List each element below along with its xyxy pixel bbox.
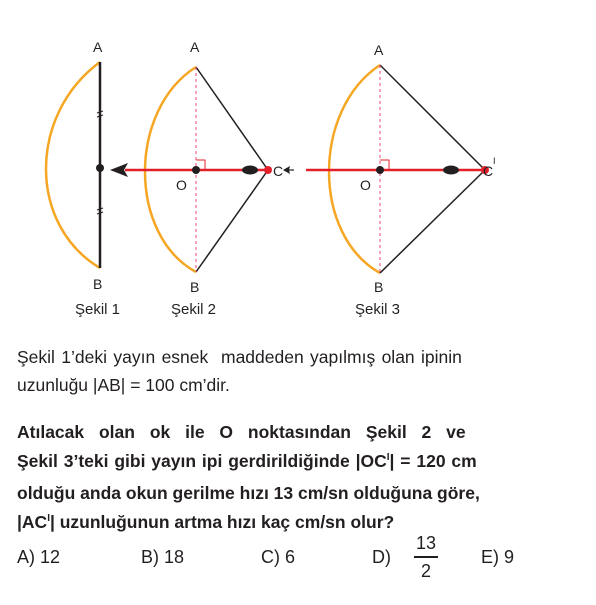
stem-line2: Şekil 3’teki gibi yayın ipi gerdirildiğinde $|OC^I| = 120$ cm <box>17 450 477 471</box>
shape3-fletching <box>443 166 459 175</box>
question-stem <box>17 418 552 540</box>
shape3-string-bottom <box>380 170 485 273</box>
shape1-label-a: A <box>93 39 103 55</box>
shape2-label-a: A <box>190 39 200 55</box>
shape2-label-c: C <box>273 163 284 179</box>
shape3-label-b: B <box>374 279 384 295</box>
choice-b[interactable]: B) 18 <box>141 547 185 567</box>
shape3-string-top <box>380 65 485 170</box>
stem-line1: Atılacak olan ok ile O noktasından Şekil 2 ve <box>17 422 466 442</box>
shape2-label-o: O <box>176 177 187 193</box>
question-intro <box>17 343 552 399</box>
shape3-label-a: A <box>374 42 384 58</box>
choice-e[interactable]: E) 9 <box>481 547 515 567</box>
shape2-fletching <box>242 166 258 175</box>
shape3-caption: Şekil 3 <box>355 301 401 318</box>
shape2-string-bottom <box>196 170 268 272</box>
answer-choices <box>17 530 577 590</box>
shape1-bow <box>46 62 100 268</box>
shape1-figure <box>46 39 120 318</box>
fraction-bar <box>414 556 438 558</box>
shape3-label-o: O <box>360 177 371 193</box>
shape2-label-b: B <box>190 279 200 295</box>
stem-line3: olduğu anda okun gerilme hızı 13 cm/sn olduğuna göre, <box>17 483 480 503</box>
fraction-numerator: 13 <box>415 533 437 553</box>
shape2-figure <box>110 39 294 318</box>
shape3-label-c-prime: I <box>493 156 496 166</box>
choice-c[interactable]: C) 6 <box>261 547 296 567</box>
fraction-denominator: 2 <box>420 560 431 581</box>
shape2-string-top <box>196 67 268 170</box>
shape1-label-b: B <box>93 276 103 292</box>
stem-line4: $|AC^I|$ uzunluğunun artma hızı kaç cm/sn olur? <box>17 511 395 532</box>
shape2-center-point <box>192 166 200 174</box>
question-text <box>17 343 552 540</box>
shape2-caption: Şekil 2 <box>171 301 217 318</box>
shape3-figure <box>306 42 496 318</box>
shape1-center-point <box>96 164 104 172</box>
shape3-center-point <box>376 166 384 174</box>
choice-d[interactable]: D) <box>372 547 391 567</box>
choice-d-fraction[interactable] <box>414 532 438 582</box>
intro-line1: Şekil 1’deki yayın esnek maddeden yapılmış olan ipinin <box>17 347 462 367</box>
shape1-caption: Şekil 1 <box>75 301 121 318</box>
shape3-label-c: C <box>483 163 494 179</box>
choice-a[interactable]: A) 12 <box>17 547 61 567</box>
shape2-point-c <box>264 166 272 174</box>
intro-line2: uzunluğu |AB| = 100 cm’dir. <box>17 375 230 395</box>
